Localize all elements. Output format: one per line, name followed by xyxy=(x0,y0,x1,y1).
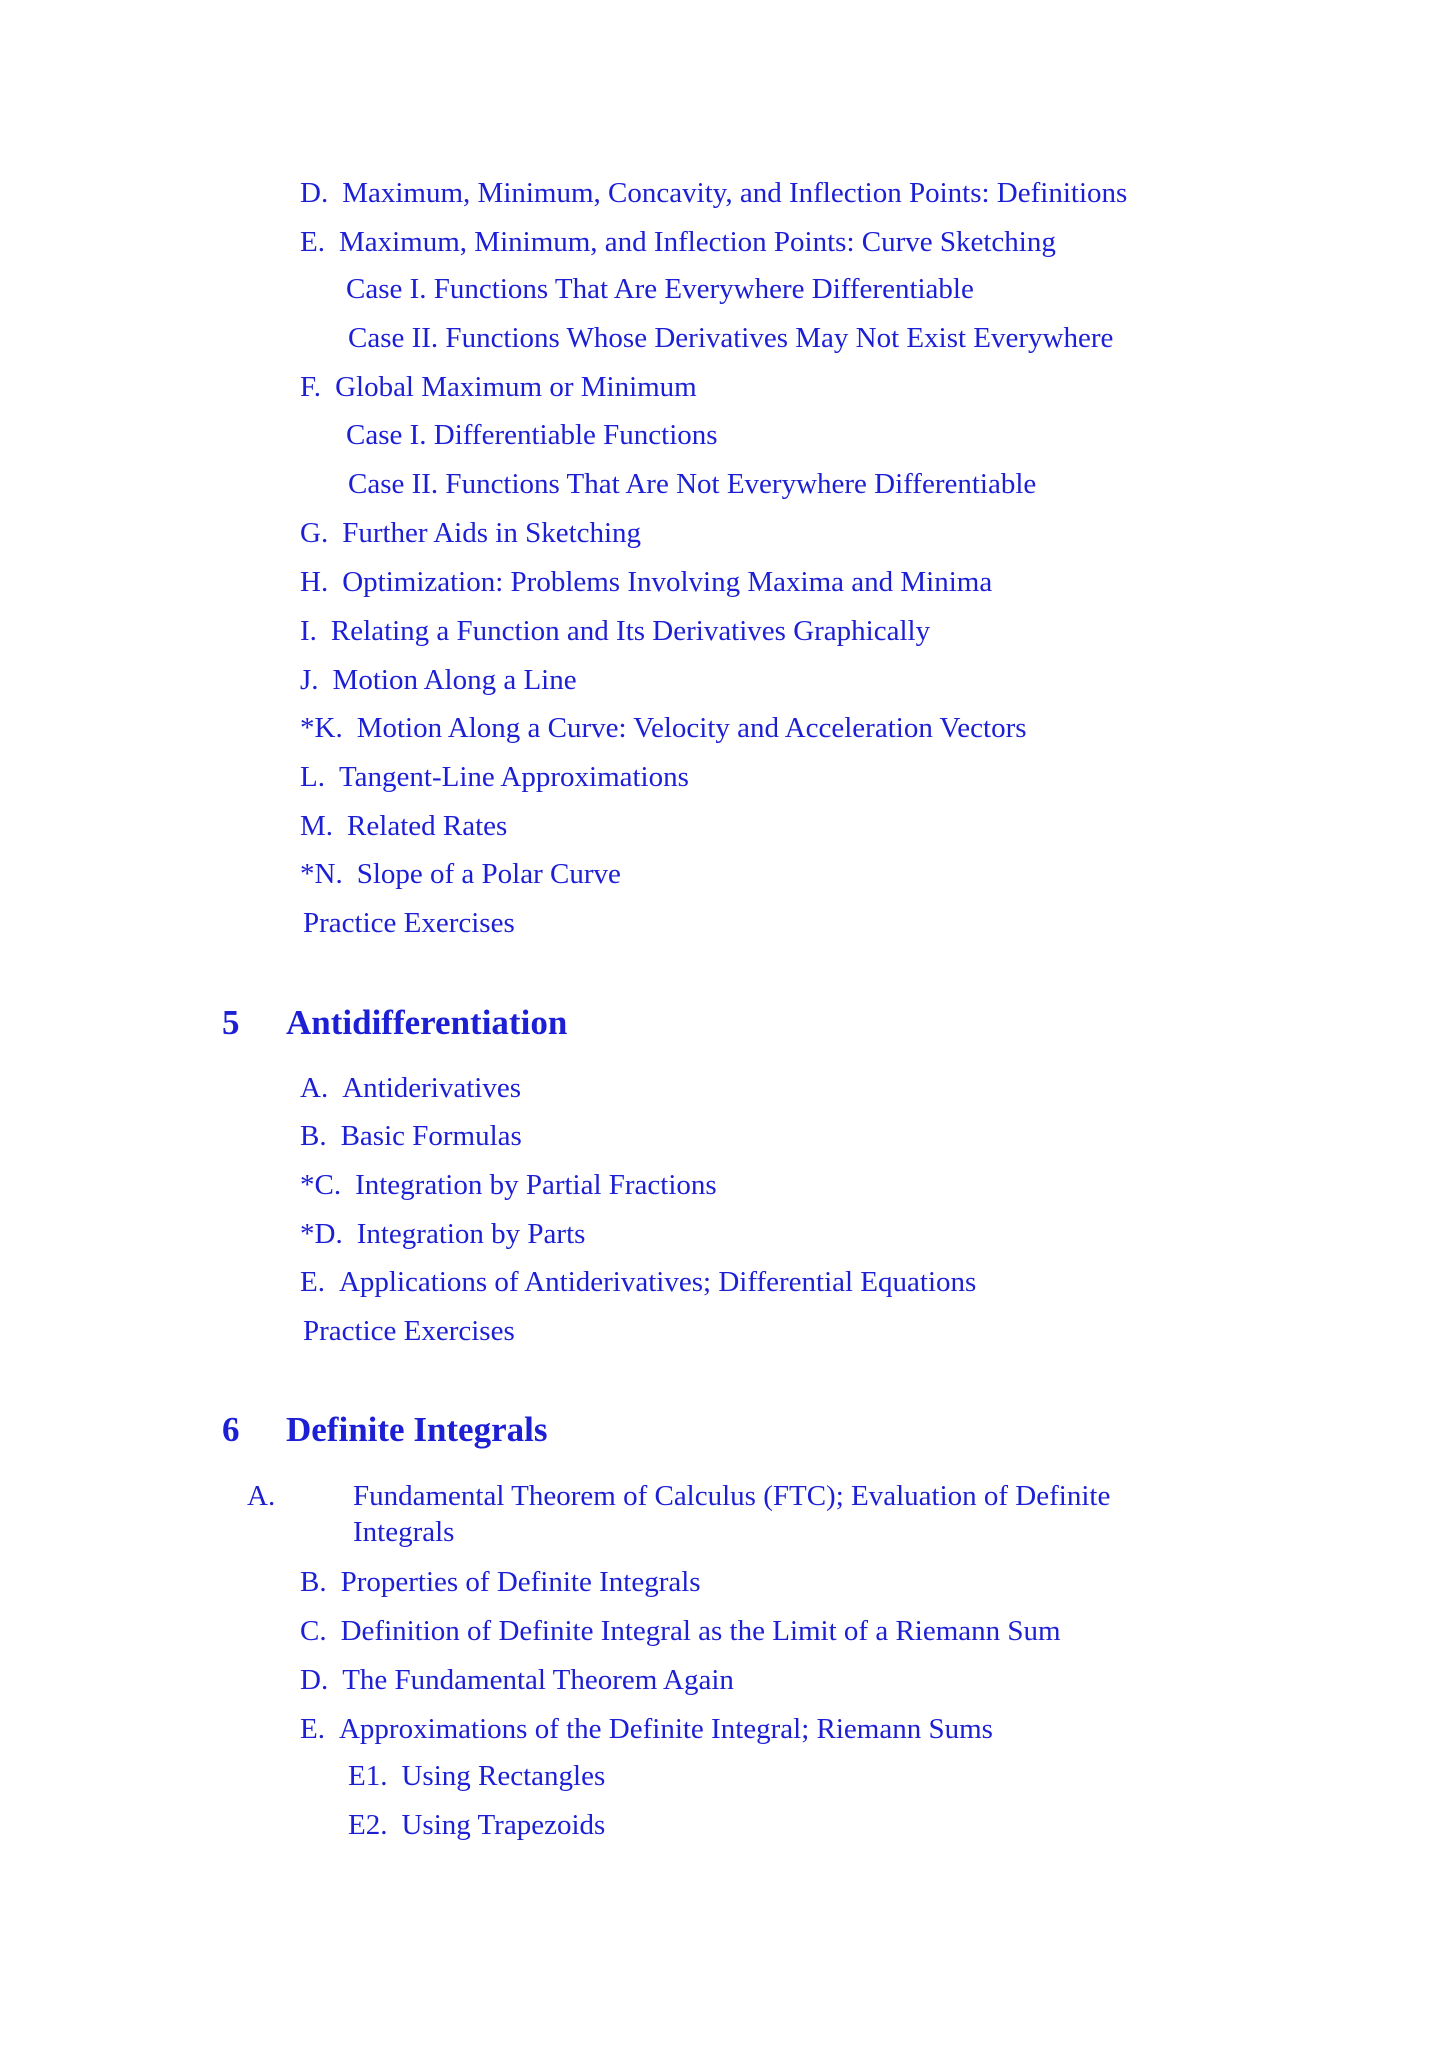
entry-letter: E. xyxy=(300,1266,325,1298)
entry-letter: H. xyxy=(300,566,329,598)
entry-letter: D. xyxy=(300,1664,329,1696)
entry-title: Case I. Functions That Are Everywhere Differentiable xyxy=(346,273,974,305)
entry-title: Case II. Functions Whose Derivatives May Not Exist Everywhere xyxy=(348,322,1114,354)
entry-title: Maximum, Minimum, and Inflection Points: Curve Sketching xyxy=(338,226,1056,258)
toc-entry-4f-case2[interactable] xyxy=(348,466,1036,502)
entry-title: Properties of Definite Integrals xyxy=(340,1566,701,1598)
toc-entry-4n[interactable] xyxy=(300,856,621,892)
toc-entry-4l[interactable] xyxy=(300,759,689,795)
toc-entry-6d[interactable] xyxy=(300,1662,734,1698)
toc-entry-4f[interactable] xyxy=(300,369,697,405)
entry-title: Maximum, Minimum, Concavity, and Inflection Points: Definitions xyxy=(342,177,1128,209)
toc-entry-4i[interactable] xyxy=(300,613,930,649)
entry-title: Practice Exercises xyxy=(303,907,515,939)
entry-title: Motion Along a Curve: Velocity and Acceleration Vectors xyxy=(356,712,1027,744)
entry-letter: C. xyxy=(300,1615,327,1647)
toc-entry-6e[interactable] xyxy=(300,1711,993,1747)
entry-letter: *K. xyxy=(300,712,343,744)
toc-entry-4m[interactable] xyxy=(300,808,507,844)
entry-title: Global Maximum or Minimum xyxy=(335,371,697,403)
toc-entry-6c[interactable] xyxy=(300,1613,1061,1649)
entry-title: Tangent-Line Approximations xyxy=(338,761,689,793)
entry-title: Using Trapezoids xyxy=(401,1809,606,1841)
entry-title: Motion Along a Line xyxy=(332,664,577,696)
entry-letter: I. xyxy=(300,615,317,647)
entry-letter: A. xyxy=(247,1480,276,1512)
entry-title: The Fundamental Theorem Again xyxy=(342,1664,734,1696)
toc-entry-6a[interactable] xyxy=(247,1478,1213,1550)
entry-letter: J. xyxy=(300,664,319,696)
entry-letter: D. xyxy=(300,177,329,209)
entry-title: Applications of Antiderivatives; Differential Equations xyxy=(338,1266,977,1298)
entry-letter: B. xyxy=(300,1120,327,1152)
toc-entry-6b[interactable] xyxy=(300,1564,701,1600)
entry-title: Optimization: Problems Involving Maxima and Minima xyxy=(342,566,993,598)
entry-title: Related Rates xyxy=(347,810,508,842)
toc-entry-4j[interactable] xyxy=(300,662,577,698)
entry-title: Slope of a Polar Curve xyxy=(356,858,621,890)
entry-letter: A. xyxy=(300,1072,329,1104)
entry-title: Antiderivatives xyxy=(342,1072,521,1104)
toc-entry-4h[interactable] xyxy=(300,564,992,600)
toc-entry-5c[interactable] xyxy=(300,1167,717,1203)
chapter-5-title[interactable]: Antidifferentiation xyxy=(286,1003,568,1042)
entry-title: Case II. Functions That Are Not Everywhere Differentiable xyxy=(348,468,1037,500)
entry-title: Fundamental Theorem of Calculus (FTC); Evaluation of Definite Integrals xyxy=(353,1480,1111,1548)
toc-entry-4e-case1[interactable] xyxy=(346,271,974,307)
entry-letter: M. xyxy=(300,810,334,842)
toc-entry-5d[interactable] xyxy=(300,1216,585,1252)
toc-entry-5-practice[interactable] xyxy=(303,1313,515,1349)
toc-entry-6e1[interactable] xyxy=(348,1758,605,1794)
entry-letter: E. xyxy=(300,1713,325,1745)
entry-title: Approximations of the Definite Integral; Riemann Sums xyxy=(338,1713,993,1745)
toc-entry-5e[interactable] xyxy=(300,1264,976,1300)
entry-title: Relating a Function and Its Derivatives Graphically xyxy=(330,615,931,647)
chapter-6-number: 6 xyxy=(222,1410,240,1449)
entry-letter: G. xyxy=(300,517,329,549)
entry-letter: L. xyxy=(300,761,325,793)
entry-letter: *D. xyxy=(300,1218,343,1250)
toc-entry-4k[interactable] xyxy=(300,710,1027,746)
toc-entry-4f-case1[interactable] xyxy=(346,417,718,453)
entry-title: Case I. Differentiable Functions xyxy=(346,419,718,451)
chapter-5-number: 5 xyxy=(222,1003,240,1042)
entry-title: Definition of Definite Integral as the Limit of a Riemann Sum xyxy=(340,1615,1061,1647)
toc-entry-4g[interactable] xyxy=(300,515,641,551)
entry-letter: E1. xyxy=(348,1760,388,1792)
entry-title: Further Aids in Sketching xyxy=(342,517,642,549)
entry-letter: E2. xyxy=(348,1809,388,1841)
entry-letter: F. xyxy=(300,371,322,403)
entry-title: Basic Formulas xyxy=(340,1120,522,1152)
entry-title: Using Rectangles xyxy=(401,1760,606,1792)
toc-entry-4e-case2[interactable] xyxy=(348,320,1113,356)
toc-entry-4d[interactable] xyxy=(300,175,1127,211)
toc-entry-5a[interactable] xyxy=(300,1070,521,1106)
entry-letter: *N. xyxy=(300,858,343,890)
entry-letter: *C. xyxy=(300,1169,342,1201)
entry-title: Integration by Parts xyxy=(356,1218,586,1250)
entry-title: Integration by Partial Fractions xyxy=(355,1169,717,1201)
toc-entry-6e2[interactable] xyxy=(348,1807,605,1843)
toc-entry-5b[interactable] xyxy=(300,1118,522,1154)
entry-title: Practice Exercises xyxy=(303,1315,515,1347)
chapter-6-title[interactable]: Definite Integrals xyxy=(286,1410,548,1449)
toc-entry-4-practice[interactable] xyxy=(303,905,515,941)
entry-letter: B. xyxy=(300,1566,327,1598)
entry-letter: E. xyxy=(300,226,325,258)
toc-entry-4e[interactable] xyxy=(300,224,1056,260)
